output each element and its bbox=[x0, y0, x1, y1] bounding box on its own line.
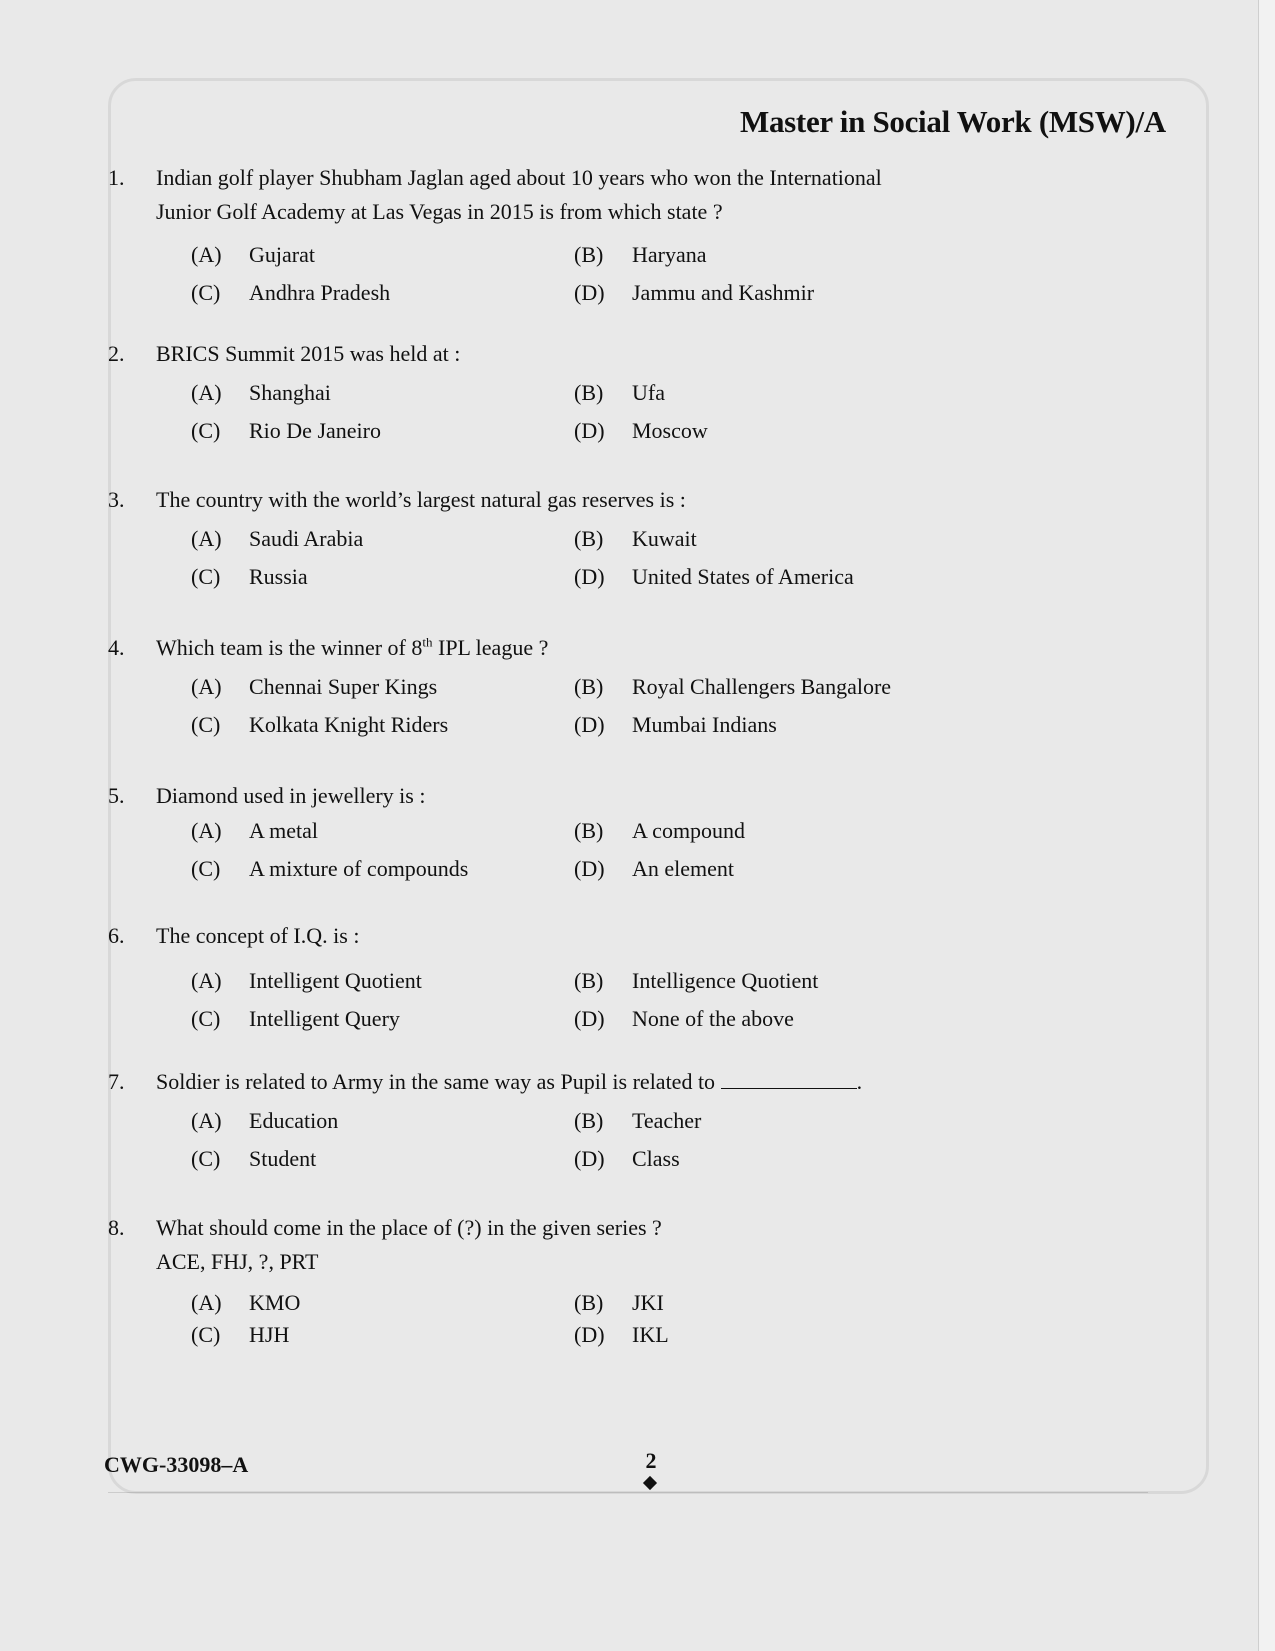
question-4 bbox=[108, 632, 1158, 744]
question-5 bbox=[108, 780, 1158, 888]
footer-divider bbox=[108, 1492, 1148, 1493]
question-text: BRICS Summit 2015 was held at : bbox=[156, 341, 461, 366]
question-text: Which team is the winner of 8th IPL league ? bbox=[156, 634, 549, 660]
question-series: ACE, FHJ, ?, PRT bbox=[156, 1249, 319, 1274]
option-d: (D) Class bbox=[574, 1146, 680, 1171]
option-d: (D) IKL bbox=[574, 1322, 669, 1347]
option-a: (A) Saudi Arabia bbox=[191, 526, 364, 551]
option-b: (B) Royal Challengers Bangalore bbox=[574, 674, 892, 699]
question-text: Indian golf player Shubham Jaglan aged about 10 years who won the International bbox=[156, 165, 882, 190]
paper-code: CWG-33098–A bbox=[104, 1452, 249, 1477]
option-d: (D) United States of America bbox=[574, 564, 854, 589]
question-text: Soldier is related to Army in the same way as Pupil is related to . bbox=[156, 1066, 862, 1098]
question-number: 8. bbox=[108, 1215, 125, 1240]
option-d: (D) Moscow bbox=[574, 418, 708, 443]
question-7 bbox=[108, 1066, 1158, 1178]
option-c: (C) A mixture of compounds bbox=[191, 856, 469, 881]
question-1 bbox=[108, 162, 1158, 312]
question-number: 6. bbox=[108, 923, 125, 948]
option-a: (A) Chennai Super Kings bbox=[191, 674, 438, 699]
question-text-continued: Junior Golf Academy at Las Vegas in 2015 is from which state ? bbox=[156, 199, 723, 224]
option-a: (A) A metal bbox=[191, 818, 319, 843]
option-a: (A) Gujarat bbox=[191, 242, 315, 267]
question-text: What should come in the place of (?) in the given series ? bbox=[156, 1215, 662, 1240]
option-a: (A) Intelligent Quotient bbox=[191, 968, 422, 993]
question-number: 2. bbox=[108, 341, 125, 366]
page-title: Master in Social Work (MSW)/A bbox=[740, 104, 1166, 139]
question-number: 7. bbox=[108, 1069, 125, 1094]
option-b: (B) Teacher bbox=[574, 1108, 702, 1133]
option-d: (D) An element bbox=[574, 856, 735, 881]
question-3 bbox=[108, 484, 1158, 596]
option-b: (B) A compound bbox=[574, 818, 746, 843]
question-8 bbox=[108, 1212, 1158, 1354]
option-b: (B) Kuwait bbox=[574, 526, 697, 551]
option-c: (C) Student bbox=[191, 1146, 317, 1171]
question-number: 3. bbox=[108, 487, 125, 512]
option-c: (C) Andhra Pradesh bbox=[191, 280, 391, 305]
option-b: (B) JKI bbox=[574, 1290, 664, 1315]
option-c: (C) Kolkata Knight Riders bbox=[191, 712, 449, 737]
question-number: 4. bbox=[108, 635, 125, 660]
question-number: 5. bbox=[108, 783, 125, 808]
option-d: (D) Mumbai Indians bbox=[574, 712, 777, 737]
question-6 bbox=[108, 920, 1158, 1038]
option-d: (D) None of the above bbox=[574, 1006, 794, 1031]
option-a: (A) KMO bbox=[191, 1290, 301, 1315]
option-c: (C) Rio De Janeiro bbox=[191, 418, 381, 443]
option-c: (C) Russia bbox=[191, 564, 308, 589]
option-d: (D) Jammu and Kashmir bbox=[574, 280, 815, 305]
option-b: (B) Intelligence Quotient bbox=[574, 968, 819, 993]
page-number: 2 bbox=[645, 1448, 657, 1473]
question-text: Diamond used in jewellery is : bbox=[156, 783, 426, 808]
page-edge bbox=[1258, 0, 1275, 1651]
option-b: (B) Ufa bbox=[574, 380, 665, 405]
option-a: (A) Shanghai bbox=[191, 380, 331, 405]
option-b: (B) Haryana bbox=[574, 242, 707, 267]
option-c: (C) HJH bbox=[191, 1322, 290, 1347]
answer-blank bbox=[721, 1066, 857, 1089]
option-c: (C) Intelligent Query bbox=[191, 1006, 400, 1031]
question-number: 1. bbox=[108, 165, 125, 190]
question-text: The concept of I.Q. is : bbox=[156, 923, 360, 948]
question-text: The country with the world’s largest natural gas reserves is : bbox=[156, 487, 686, 512]
option-a: (A) Education bbox=[191, 1108, 339, 1133]
question-2 bbox=[108, 338, 1158, 450]
